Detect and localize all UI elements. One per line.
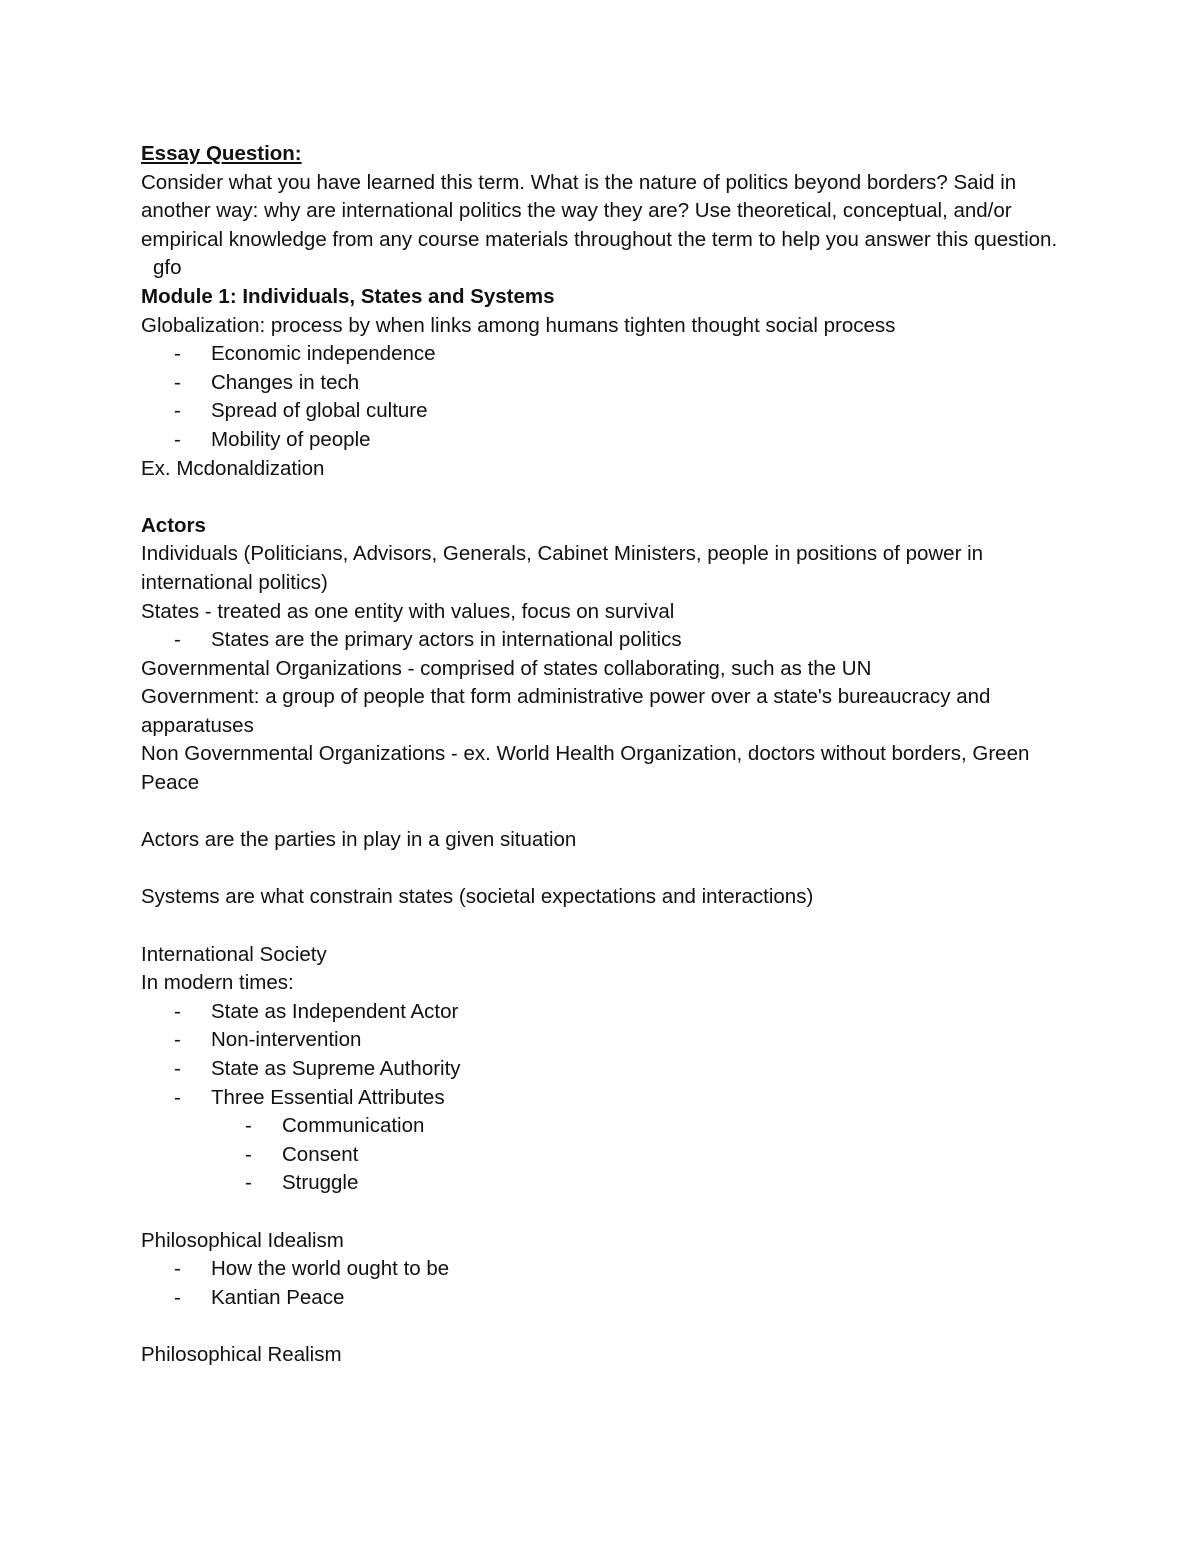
bullet-dash: - bbox=[174, 427, 181, 451]
bullet-dash: - bbox=[174, 1028, 181, 1052]
ngos-text: Non Governmental Organizations - ex. World Health Organization, doctors without borders, Green Peace bbox=[141, 742, 1030, 795]
bullet-dash: - bbox=[174, 999, 181, 1023]
module-heading: Module 1: Individuals, States and Systems bbox=[141, 284, 555, 308]
essay-heading: Essay Question: bbox=[141, 142, 302, 165]
list-item: - States are the primary actors in international politics bbox=[141, 626, 1061, 655]
states-text: States - treated as one entity with values, focus on survival bbox=[141, 599, 675, 623]
individuals-text: Individuals (Politicians, Advisors, Generals, Cabinet Ministers, people in positions of power in international politics) bbox=[141, 542, 984, 594]
list-item: - State as Supreme Authority bbox=[141, 1055, 1061, 1084]
globalization-list bbox=[141, 340, 1061, 454]
list-item: - How the world ought to be bbox=[141, 1255, 1061, 1284]
society-list bbox=[141, 998, 1061, 1198]
society-heading: International Society bbox=[141, 942, 327, 966]
spacer bbox=[141, 483, 1061, 512]
idealism-heading: Philosophical Idealism bbox=[141, 1228, 344, 1252]
bullet-dash: - bbox=[174, 370, 181, 394]
bullet-dash: - bbox=[174, 1057, 181, 1080]
bullet-dash: - bbox=[174, 1085, 181, 1109]
document-page bbox=[141, 140, 1061, 1370]
bullet-dash: - bbox=[245, 1171, 252, 1195]
bullet-dash: - bbox=[174, 628, 181, 652]
spacer bbox=[141, 1198, 1061, 1227]
spacer bbox=[141, 798, 1061, 827]
government-text: Government: a group of people that form administrative power over a state's bureaucracy and apparatuses bbox=[141, 685, 991, 737]
list-item: - Changes in tech bbox=[141, 369, 1061, 398]
systems-definition: Systems are what constrain states (societal expectations and interactions) bbox=[141, 885, 814, 909]
list-item: - Kantian Peace bbox=[141, 1284, 1061, 1313]
stray-text: gfo bbox=[153, 256, 182, 280]
bullet-dash: - bbox=[174, 399, 181, 423]
sub-list-item: - Consent bbox=[141, 1141, 1061, 1170]
list-item: - Mobility of people bbox=[141, 426, 1061, 455]
globalization-definition: Globalization: process by when links among humans tighten thought social process bbox=[141, 313, 896, 337]
example-text: Ex. Mcdonaldization bbox=[141, 456, 325, 480]
spacer bbox=[141, 855, 1061, 884]
list-item: - State as Independent Actor bbox=[141, 998, 1061, 1027]
actors-definition: Actors are the parties in play in a given situation bbox=[141, 828, 577, 852]
bullet-dash: - bbox=[174, 1257, 181, 1281]
bullet-dash: - bbox=[174, 1285, 181, 1309]
spacer bbox=[141, 912, 1061, 941]
igos-text: Governmental Organizations - comprised of states collaborating, such as the UN bbox=[141, 656, 872, 680]
realism-heading: Philosophical Realism bbox=[141, 1342, 342, 1366]
bullet-dash: - bbox=[245, 1142, 252, 1166]
list-item: - Non-intervention bbox=[141, 1026, 1061, 1055]
list-item: - Spread of global culture bbox=[141, 397, 1061, 426]
bullet-dash: - bbox=[245, 1114, 252, 1138]
society-subheading: In modern times: bbox=[141, 971, 294, 995]
sub-list-item: - Communication bbox=[141, 1112, 1061, 1141]
essay-prompt: Consider what you have learned this term. What is the nature of politics beyond borders? Said in another way: why are international politics the way they are? Use theoretical, conceptual, and/or empirical knowledge from any course materials throughout the term to help you answer this question. bbox=[141, 170, 1058, 251]
actors-heading: Actors bbox=[141, 513, 206, 537]
sub-list-item: - Struggle bbox=[141, 1169, 1061, 1198]
bullet-dash: - bbox=[174, 342, 181, 366]
spacer bbox=[141, 1312, 1061, 1341]
list-item: - Economic independence bbox=[141, 340, 1061, 369]
list-item: - Three Essential Attributes bbox=[141, 1084, 1061, 1113]
